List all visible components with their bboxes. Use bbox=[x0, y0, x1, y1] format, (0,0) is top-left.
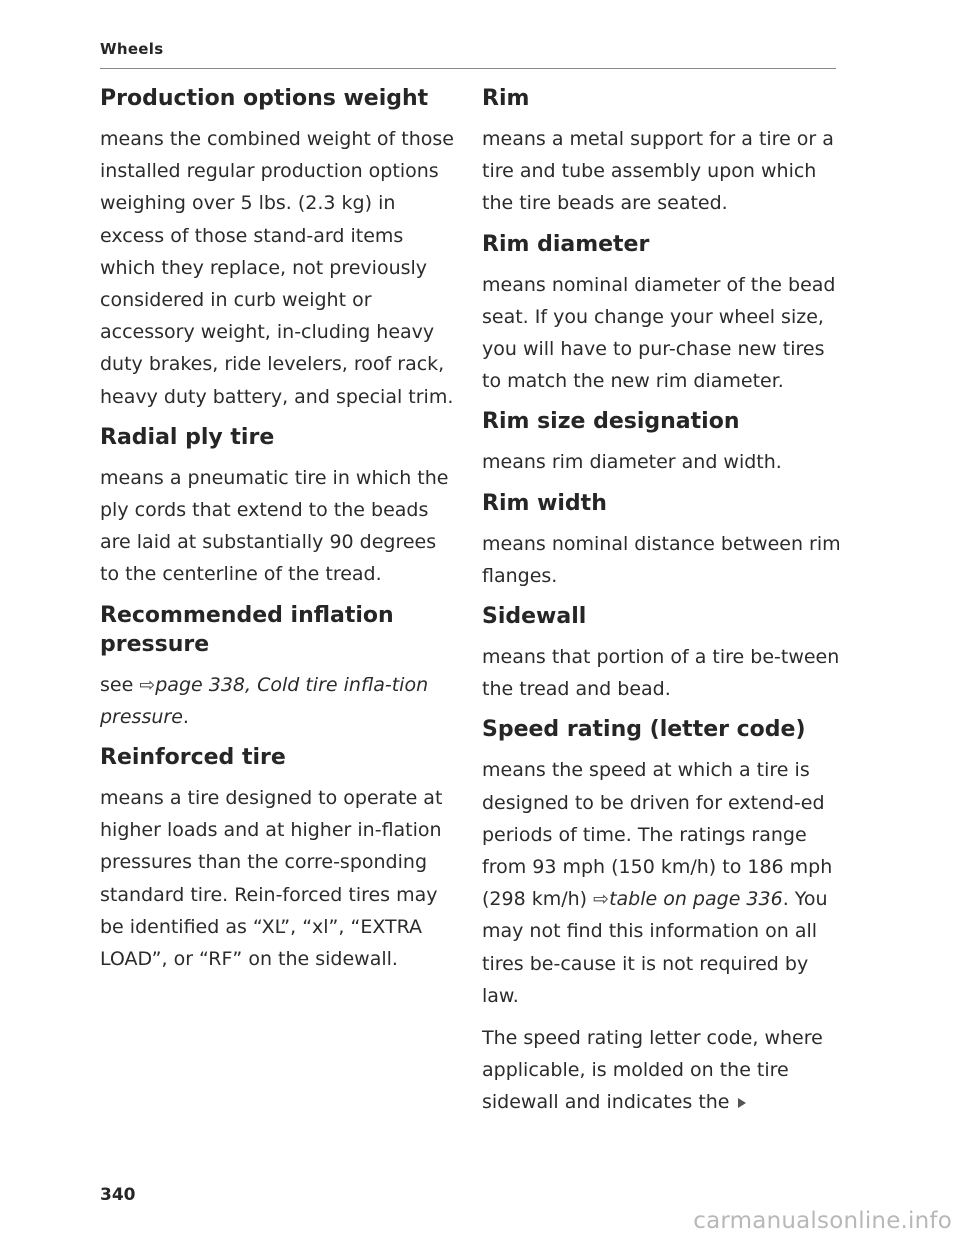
cross-reference-link[interactable]: page 338, Cold tire infla-tion pressure bbox=[100, 673, 429, 728]
entry-rim bbox=[482, 84, 842, 220]
entry-heading: Sidewall bbox=[482, 604, 587, 630]
entry-rim-width bbox=[482, 489, 842, 592]
entry-heading: Reinforced tire bbox=[100, 745, 286, 771]
reference-arrow-icon: ⇨ bbox=[139, 673, 156, 696]
body-text: The speed rating letter code, where applicable, is molded on the tire sidewall and indicates the bbox=[482, 1027, 823, 1114]
entry-body bbox=[100, 669, 460, 733]
entry-radial-ply-tire bbox=[100, 423, 460, 591]
entry-body bbox=[482, 754, 842, 1012]
entry-sidewall bbox=[482, 602, 842, 705]
entry-rim-size-designation bbox=[482, 407, 842, 478]
entry-body: means nominal distance between rim flanges. bbox=[482, 532, 841, 587]
entry-body: means a metal support for a tire or a tire and tube assembly upon which the tire beads are seated. bbox=[482, 128, 834, 215]
left-column bbox=[100, 84, 460, 985]
body-text: . You may not find this information on all tires be-cause it is not required by law. bbox=[482, 888, 828, 1007]
entry-heading: Rim width bbox=[482, 490, 607, 516]
reference-arrow-icon: ⇨ bbox=[593, 888, 610, 911]
entry-body: means nominal diameter of the bead seat. If you change your wheel size, you will have to pur-chase new tires to match the new rim diameter. bbox=[482, 273, 836, 393]
entry-heading: Speed rating (letter code) bbox=[482, 717, 806, 743]
entry-speed-rating bbox=[482, 715, 842, 1118]
entry-body: means rim diameter and width. bbox=[482, 451, 782, 474]
entry-heading: Rim size designation bbox=[482, 409, 740, 435]
entry-reinforced-tire bbox=[100, 743, 460, 975]
entry-heading: Recommended inflation pressure bbox=[100, 602, 394, 657]
continued-triangle-icon bbox=[738, 1098, 746, 1108]
entry-rim-diameter bbox=[482, 230, 842, 398]
running-header: Wheels bbox=[100, 40, 836, 69]
entry-body: means the combined weight of those installed regular production options weighing over 5 lbs. (2.3 kg) in excess of those stand-ard items which they replace, not previously considered in curb weight or accessory weight, in-cluding heavy duty brakes, ride levelers, roof rack, heavy duty battery, and special trim. bbox=[100, 128, 454, 408]
entry-heading: Rim diameter bbox=[482, 231, 650, 257]
entry-body: means a tire designed to operate at higher loads and at higher in-flation pressures than the corre-sponding standard tire. Rein-forced tires may be identified as “XL”, “xl”, “EXTRA LOAD”, or “RF” on the sidewall. bbox=[100, 787, 443, 971]
entry-body-continued bbox=[482, 1022, 842, 1119]
watermark: carmanualsonline.info bbox=[693, 1208, 952, 1234]
entry-body: means a pneumatic tire in which the ply cords that extend to the beads are laid at substantially 90 degrees to the centerline of the tread. bbox=[100, 466, 449, 586]
page-number: 340 bbox=[100, 1185, 136, 1205]
entry-heading: Radial ply tire bbox=[100, 424, 275, 450]
body-text: see bbox=[100, 673, 134, 696]
entry-heading: Production options weight bbox=[100, 86, 429, 111]
body-text: . bbox=[182, 705, 189, 728]
entry-recommended-inflation-pressure bbox=[100, 601, 460, 733]
entry-heading: Rim bbox=[482, 86, 530, 111]
cross-reference-link[interactable]: table on page 336 bbox=[609, 888, 783, 911]
entry-production-options-weight bbox=[100, 84, 460, 413]
right-column bbox=[482, 84, 842, 1129]
body-text: means the speed at which a tire is designed to be driven for extend-ed periods of time. The ratings range from 93 mph (150 km/h) to 186 mph (298 km/h) bbox=[482, 759, 833, 911]
entry-body: means that portion of a tire be-tween the tread and bead. bbox=[482, 646, 840, 701]
